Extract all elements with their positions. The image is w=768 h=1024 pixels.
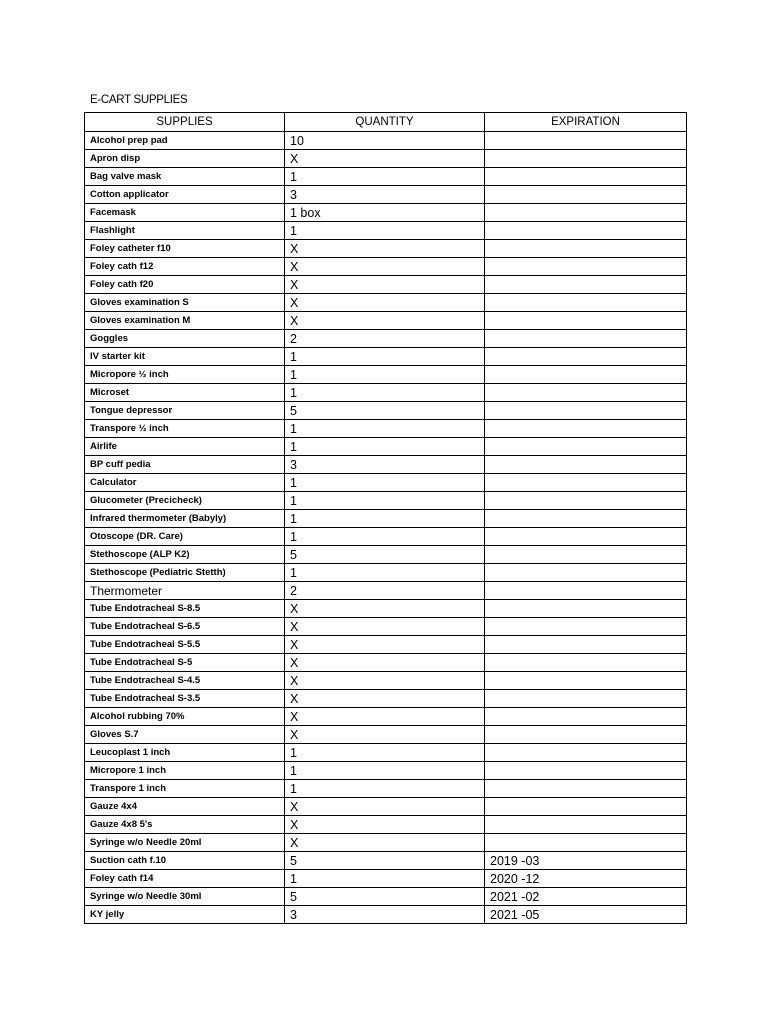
supply-name-cell: Alcohol rubbing 70% <box>85 708 285 726</box>
expiration-cell <box>485 258 687 276</box>
expiration-cell: 2019 -03 <box>485 852 687 870</box>
quantity-cell: 1 <box>285 384 485 402</box>
supply-name-cell: BP cuff pedia <box>85 456 285 474</box>
quantity-cell: X <box>285 654 485 672</box>
quantity-cell: X <box>285 726 485 744</box>
expiration-cell <box>485 654 687 672</box>
supply-name-cell: Foley cath f12 <box>85 258 285 276</box>
supply-name-cell: Flashlight <box>85 222 285 240</box>
quantity-cell: 3 <box>285 186 485 204</box>
expiration-cell <box>485 186 687 204</box>
quantity-cell: 5 <box>285 402 485 420</box>
table-row <box>85 240 687 258</box>
expiration-cell <box>485 798 687 816</box>
table-row <box>85 744 687 762</box>
table-row <box>85 708 687 726</box>
quantity-cell: 3 <box>285 456 485 474</box>
header-expiration: EXPIRATION <box>485 113 687 132</box>
quantity-cell: 1 <box>285 492 485 510</box>
expiration-cell <box>485 132 687 150</box>
table-row <box>85 402 687 420</box>
quantity-cell: X <box>285 816 485 834</box>
table-row <box>85 132 687 150</box>
table-row <box>85 888 687 906</box>
expiration-cell <box>485 816 687 834</box>
supply-name-cell: Foley cath f14 <box>85 870 285 888</box>
quantity-cell: 1 <box>285 510 485 528</box>
expiration-cell <box>485 672 687 690</box>
expiration-cell <box>485 762 687 780</box>
table-row <box>85 276 687 294</box>
document-title: E-CART SUPPLIES <box>90 94 188 106</box>
quantity-cell: 1 <box>285 366 485 384</box>
expiration-cell <box>485 564 687 582</box>
supply-name-cell: Foley catheter f10 <box>85 240 285 258</box>
supply-name-cell: Gauze 4x4 <box>85 798 285 816</box>
expiration-cell: 2020 -12 <box>485 870 687 888</box>
table-row <box>85 672 687 690</box>
table-row <box>85 510 687 528</box>
table-header-row <box>85 113 687 132</box>
table-row <box>85 816 687 834</box>
quantity-cell: X <box>285 834 485 852</box>
quantity-cell: X <box>285 618 485 636</box>
expiration-cell <box>485 204 687 222</box>
table-row <box>85 204 687 222</box>
table-row <box>85 420 687 438</box>
expiration-cell <box>485 528 687 546</box>
quantity-cell: 1 <box>285 744 485 762</box>
quantity-cell: 1 <box>285 438 485 456</box>
supply-name-cell: Goggles <box>85 330 285 348</box>
quantity-cell: 1 box <box>285 204 485 222</box>
supply-name-cell: Airlife <box>85 438 285 456</box>
supply-name-cell: Glucometer (Precicheck) <box>85 492 285 510</box>
expiration-cell <box>485 438 687 456</box>
table-row <box>85 150 687 168</box>
supply-name-cell: Leucoplast 1 inch <box>85 744 285 762</box>
quantity-cell: X <box>285 600 485 618</box>
expiration-cell <box>485 780 687 798</box>
supply-name-cell: KY jelly <box>85 906 285 924</box>
quantity-cell: 1 <box>285 420 485 438</box>
table-row <box>85 474 687 492</box>
expiration-cell <box>485 546 687 564</box>
table-row <box>85 654 687 672</box>
expiration-cell <box>485 294 687 312</box>
quantity-cell: 1 <box>285 528 485 546</box>
table-row <box>85 870 687 888</box>
quantity-cell: 1 <box>285 762 485 780</box>
supply-name-cell: Otoscope (DR. Care) <box>85 528 285 546</box>
quantity-cell: 1 <box>285 222 485 240</box>
expiration-cell <box>485 474 687 492</box>
quantity-cell: 2 <box>285 582 485 600</box>
expiration-cell: 2021 -02 <box>485 888 687 906</box>
table-row <box>85 762 687 780</box>
table-row <box>85 834 687 852</box>
table-row <box>85 780 687 798</box>
supply-name-cell: Infrared thermometer (Babyly) <box>85 510 285 528</box>
expiration-cell <box>485 744 687 762</box>
supply-name-cell: Apron disp <box>85 150 285 168</box>
quantity-cell: 10 <box>285 132 485 150</box>
quantity-cell: 1 <box>285 474 485 492</box>
supply-name-cell: Cotton applicator <box>85 186 285 204</box>
expiration-cell <box>485 312 687 330</box>
supply-name-cell: Facemask <box>85 204 285 222</box>
supply-name-cell: Micropore ½ inch <box>85 366 285 384</box>
quantity-cell: X <box>285 690 485 708</box>
expiration-cell <box>485 690 687 708</box>
supply-name-cell: Tube Endotracheal S-6.5 <box>85 618 285 636</box>
expiration-cell <box>485 726 687 744</box>
table-row <box>85 906 687 924</box>
supply-name-cell: Gloves examination M <box>85 312 285 330</box>
table-row <box>85 726 687 744</box>
quantity-cell: X <box>285 276 485 294</box>
quantity-cell: 1 <box>285 564 485 582</box>
expiration-cell <box>485 708 687 726</box>
table-row <box>85 438 687 456</box>
supply-name-cell: Bag valve mask <box>85 168 285 186</box>
table-row <box>85 348 687 366</box>
expiration-cell <box>485 240 687 258</box>
table-row <box>85 636 687 654</box>
quantity-cell: X <box>285 636 485 654</box>
supply-name-cell: Gauze 4x8 5's <box>85 816 285 834</box>
expiration-cell <box>485 348 687 366</box>
table-row <box>85 312 687 330</box>
expiration-cell: 2021 -05 <box>485 906 687 924</box>
quantity-cell: 1 <box>285 870 485 888</box>
table-row <box>85 852 687 870</box>
supply-name-cell: Tube Endotracheal S-4.5 <box>85 672 285 690</box>
table-row <box>85 330 687 348</box>
expiration-cell <box>485 402 687 420</box>
expiration-cell <box>485 384 687 402</box>
table-row <box>85 294 687 312</box>
supply-name-cell: Gloves S.7 <box>85 726 285 744</box>
supply-name-cell: Suction cath f.10 <box>85 852 285 870</box>
quantity-cell: X <box>285 672 485 690</box>
quantity-cell: X <box>285 240 485 258</box>
quantity-cell: 5 <box>285 888 485 906</box>
expiration-cell <box>485 168 687 186</box>
expiration-cell <box>485 330 687 348</box>
table-row <box>85 528 687 546</box>
table-row <box>85 366 687 384</box>
quantity-cell: 1 <box>285 348 485 366</box>
quantity-cell: 3 <box>285 906 485 924</box>
quantity-cell: X <box>285 294 485 312</box>
table-row <box>85 546 687 564</box>
supplies-table-body <box>85 132 687 924</box>
supply-name-cell: Stethoscope (ALP K2) <box>85 546 285 564</box>
quantity-cell: X <box>285 258 485 276</box>
supply-name-cell: Syringe w/o Needle 30ml <box>85 888 285 906</box>
supply-name-cell: Micropore 1 inch <box>85 762 285 780</box>
quantity-cell: 1 <box>285 780 485 798</box>
table-row <box>85 222 687 240</box>
header-supplies: SUPPLIES <box>85 113 285 132</box>
expiration-cell <box>485 636 687 654</box>
table-row <box>85 618 687 636</box>
supply-name-cell: Thermometer <box>85 582 285 600</box>
quantity-cell: 1 <box>285 168 485 186</box>
expiration-cell <box>485 276 687 294</box>
table-row <box>85 492 687 510</box>
quantity-cell: 5 <box>285 852 485 870</box>
supply-name-cell: Transpore ½ inch <box>85 420 285 438</box>
supply-name-cell: Transpore 1 inch <box>85 780 285 798</box>
expiration-cell <box>485 834 687 852</box>
expiration-cell <box>485 510 687 528</box>
expiration-cell <box>485 222 687 240</box>
quantity-cell: X <box>285 798 485 816</box>
supply-name-cell: Calculator <box>85 474 285 492</box>
expiration-cell <box>485 456 687 474</box>
table-row <box>85 798 687 816</box>
expiration-cell <box>485 618 687 636</box>
supply-name-cell: IV starter kit <box>85 348 285 366</box>
expiration-cell <box>485 366 687 384</box>
table-row <box>85 168 687 186</box>
table-row <box>85 690 687 708</box>
quantity-cell: X <box>285 312 485 330</box>
supplies-table <box>84 112 687 924</box>
quantity-cell: X <box>285 708 485 726</box>
supply-name-cell: Gloves examination S <box>85 294 285 312</box>
table-row <box>85 384 687 402</box>
supply-name-cell: Syringe w/o Needle 20ml <box>85 834 285 852</box>
supply-name-cell: Tube Endotracheal S-5 <box>85 654 285 672</box>
quantity-cell: 5 <box>285 546 485 564</box>
expiration-cell <box>485 420 687 438</box>
table-row <box>85 186 687 204</box>
supply-name-cell: Microset <box>85 384 285 402</box>
supply-name-cell: Tube Endotracheal S-5.5 <box>85 636 285 654</box>
quantity-cell: X <box>285 150 485 168</box>
supply-name-cell: Tube Endotracheal S-3.5 <box>85 690 285 708</box>
expiration-cell <box>485 582 687 600</box>
supply-name-cell: Tongue depressor <box>85 402 285 420</box>
table-row <box>85 456 687 474</box>
supply-name-cell: Alcohol prep pad <box>85 132 285 150</box>
supply-name-cell: Tube Endotracheal S-8.5 <box>85 600 285 618</box>
expiration-cell <box>485 150 687 168</box>
header-quantity: QUANTITY <box>285 113 485 132</box>
supply-name-cell: Stethoscope (Pediatric Stetth) <box>85 564 285 582</box>
table-row <box>85 582 687 600</box>
expiration-cell <box>485 600 687 618</box>
table-row <box>85 600 687 618</box>
quantity-cell: 2 <box>285 330 485 348</box>
table-row <box>85 564 687 582</box>
expiration-cell <box>485 492 687 510</box>
table-row <box>85 258 687 276</box>
supply-name-cell: Foley cath f20 <box>85 276 285 294</box>
